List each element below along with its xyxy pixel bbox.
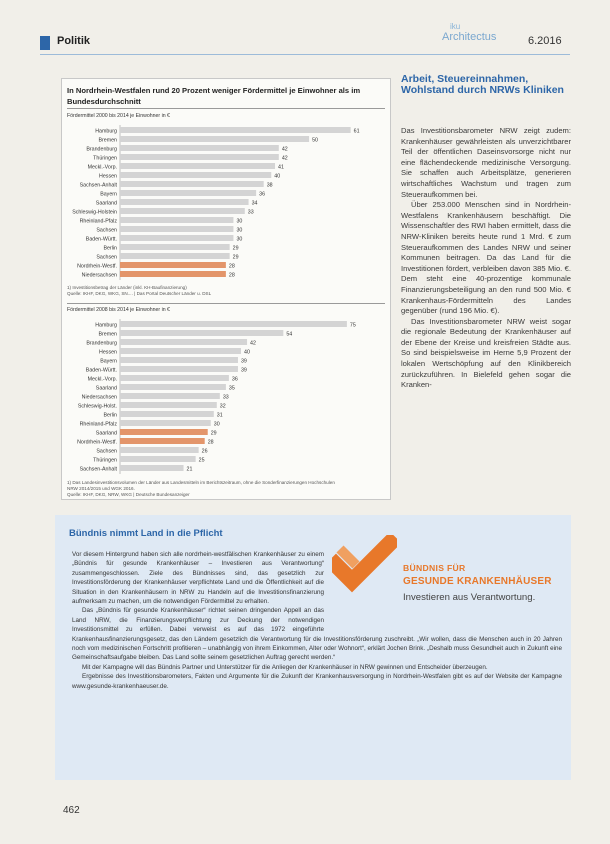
chart-bar bbox=[120, 145, 279, 151]
chart-category-label: Sachsen-Anhalt bbox=[79, 182, 117, 189]
logo-spacer bbox=[332, 546, 562, 626]
chart-category-label: Saarland bbox=[95, 430, 117, 437]
issue-number: 6.2016 bbox=[528, 35, 562, 47]
chart-value-label: 31 bbox=[216, 412, 223, 419]
chart-category-label: Niedersachsen bbox=[81, 272, 117, 279]
chart-category-label: Saarland bbox=[95, 200, 117, 207]
chart-category-label: Sachsen bbox=[96, 448, 117, 455]
chart-category-label: Meckl.-Vorp. bbox=[87, 164, 117, 171]
chart-category-label: Niedersachsen bbox=[81, 394, 117, 401]
chart2-footnote: 1) Das Landesinvestitionsvolumen der Länder aus Landesmitteln im Berichtszeitraum, ohne die Sonderfinanzierungen Hochschulen NRW 2014/2015 und WGK 2016. Quelle: IKHF, DKG, NRW, WKG | Deutsche Bundesanzeiger bbox=[67, 480, 335, 497]
chart-value-label: 30 bbox=[213, 421, 220, 428]
chart-category-label: Sachsen bbox=[96, 227, 117, 234]
chart-bar bbox=[120, 208, 245, 214]
chart-category-label: Bayern bbox=[100, 191, 117, 198]
chart-category-label: Schleswig-Holst. bbox=[77, 403, 117, 410]
magazine-logo-text: Architectus bbox=[442, 31, 497, 43]
chart-bar bbox=[120, 172, 271, 178]
chart-bar bbox=[120, 127, 351, 133]
chart-bar bbox=[120, 411, 214, 417]
chart-category-label: Hessen bbox=[99, 349, 117, 356]
chart-category-label: Sachsen bbox=[96, 254, 117, 261]
chart-bar bbox=[120, 348, 241, 354]
figure-rule bbox=[67, 108, 385, 109]
chart-category-label: Hessen bbox=[99, 173, 117, 180]
chart-bar bbox=[120, 366, 238, 372]
figure-box bbox=[61, 78, 391, 500]
chart-category-label: Brandenburg bbox=[86, 146, 117, 153]
chart-bar bbox=[120, 154, 279, 160]
info-box-paragraph: Vor diesem Hintergrund haben sich alle nordrhein-westfälischen Krankenhäuser zu einem „Bündnis für gesunde Krankenhäuser – Investieren aus Verantwortung“ zusammengeschlossen. Ziele des Bündnisses sind, das gesetzlich zur Investitionsförderung der Krankenhäuser verpflichtete Land und die Öffentlichkeit auf die Situation in den Krankenhäusern in NRW zu Handeln auf die Investitionsfinanzierung aufmerksam zu machen, um die notwendigen Fördermittel zu erhalten. bbox=[72, 551, 324, 606]
chart-value-label: 21 bbox=[186, 466, 193, 473]
chart-bar bbox=[120, 321, 347, 327]
chart-value-label: 34 bbox=[251, 200, 258, 207]
chart-value-label: 29 bbox=[232, 245, 239, 252]
chart-category-label: Bremen bbox=[98, 331, 117, 338]
info-box bbox=[55, 515, 571, 780]
chart-value-label: 42 bbox=[281, 155, 288, 162]
article-paragraph: Über 253.000 Menschen sind in Nordrhein-Westfalens Krankenhäusern beschäftigt. Die Wissenschaftler des RWI haben ermittelt, dass die NRW-Kliniken bereits heute rund 1 Mrd. € zum Steueraufkommen des Landes NRW und seiner Kommunen beitragen. Da das Land für die Investitionen fördert, verbleiben davon 385 Mio. €. Dem steht eine 40-prozentige kommunale Finanzierungsbeteiligung an den rund 500 Mio. € Krankenhaus-Fördermitteln des Landes gegenüber (rund 196 Mio. €). bbox=[401, 200, 571, 316]
chart-category-label: Hamburg bbox=[95, 322, 117, 329]
chart-category-label: Bayern bbox=[100, 358, 117, 365]
chart-category-label: Baden-Württ. bbox=[85, 367, 117, 374]
chart-bar bbox=[120, 375, 229, 381]
info-box-title: Bündnis nimmt Land in die Pflicht bbox=[69, 528, 223, 539]
chart-category-label: Saarland bbox=[95, 385, 117, 392]
chart-bar bbox=[120, 181, 264, 187]
chart-bar bbox=[120, 190, 256, 196]
chart-value-label: 35 bbox=[228, 385, 235, 392]
info-box-paragraph: Das „Bündnis für gesunde Krankenhäuser“ richtet seinen dringenden Appell an das Land NRW, die Finanzierungsverpflichtung zur Deckung der notwendigen Investitionsmittel zu erfüllen. Dabei verweist es auf das 1972 eingeführte Krankenhausfinanzierungsgesetz, das den Ländern gesetzlich die Verantwortung für die Investitionsförderung zuschreibt. „Wir wollen, dass die Menschen auch in 20 Jahren noch vom medizinischen Fortschritt profitieren – unabhängig von ihrem Einkommen, Alter oder Wohnort“, erklärt Jochen Brink. „Deshalb muss Gesundheit auch in Zukunft eine Gemeinschaftsaufgabe bleiben. Das Land sollte seinem gesetzlichen Auftrag gerecht werden.“ bbox=[72, 607, 562, 662]
chart-bar bbox=[120, 262, 226, 268]
chart-category-label: Berlin bbox=[103, 245, 117, 252]
article-body bbox=[401, 126, 571, 391]
chart-category-label: Brandenburg bbox=[86, 340, 117, 347]
chart-category-label: Berlin bbox=[103, 412, 117, 419]
figure-title: In Nordrhein-Westfalen rund 20 Prozent weniger Fördermittel je Einwohner als im Bundesdurchschnitt bbox=[67, 86, 361, 106]
figure-rule bbox=[67, 303, 385, 304]
chart-value-label: 61 bbox=[353, 128, 360, 135]
chart-category-label: Baden-Württ. bbox=[85, 236, 117, 243]
chart-bar bbox=[120, 217, 233, 223]
chart-value-label: 42 bbox=[250, 340, 256, 347]
chart2-subtitle: Fördermittel 2008 bis 2014 je Einwohner in € bbox=[67, 307, 170, 313]
info-box-body bbox=[72, 550, 562, 691]
chart-bar bbox=[120, 339, 247, 345]
article-heading: Arbeit, Steuereinnahmen, Wohlstand durch NRWs Kliniken bbox=[401, 73, 564, 96]
chart-category-label: Thüringen bbox=[93, 457, 117, 464]
header-divider bbox=[40, 54, 570, 55]
chart-category-label: Thüringen bbox=[93, 155, 117, 162]
chart-value-label: 40 bbox=[244, 349, 250, 356]
chart-bar bbox=[120, 456, 196, 462]
alliance-logo-slogan: Investieren aus Verantwortung. bbox=[403, 592, 536, 603]
chart-bar bbox=[120, 226, 233, 232]
chart-category-label: Rheinland-Pfalz bbox=[79, 421, 117, 428]
chart1-subtitle: Fördermittel 2000 bis 2014 je Einwohner in € bbox=[67, 113, 170, 119]
chart-value-label: 33 bbox=[247, 209, 254, 216]
section-marker bbox=[40, 36, 50, 50]
article-paragraph: Das Investitionsbarometer NRW weist sogar die regionale Bedeutung der Krankenhäuser auf der Ebene der Kreise und kreisfreien Städte aus. So sind beispielsweise im Herne 5,9 Prozent der lokalen Wertschöpfung auf den Klinikbereich zurückzuführen. In Bielefeld gehen sogar die Kranken- bbox=[401, 316, 571, 390]
chart2 bbox=[62, 317, 390, 477]
chart-value-label: 30 bbox=[236, 236, 243, 243]
chart-category-label: Schleswig-Holstein bbox=[72, 209, 117, 216]
chart1-footnote: 1) Investitionsbetrag der Länder (inkl. KH-Baufinanzierung) Quelle: IKHF, DKG, WKG, SN.... | Das Portal Deutscher Länder u. DSL bbox=[67, 285, 212, 296]
chart-bar bbox=[120, 271, 226, 277]
chart1 bbox=[62, 123, 390, 283]
chart-bar bbox=[120, 447, 199, 453]
chart-bar bbox=[120, 384, 226, 390]
chart-value-label: 38 bbox=[266, 182, 273, 189]
chart-value-label: 39 bbox=[240, 358, 247, 365]
page-number: 462 bbox=[63, 805, 80, 816]
chart-category-label: Meckl.-Vorp. bbox=[87, 376, 117, 383]
chart-bar bbox=[120, 438, 205, 444]
chart-category-label: Nordrhein-Westf. bbox=[77, 439, 117, 446]
chart-value-label: 50 bbox=[312, 137, 318, 144]
chart-value-label: 32 bbox=[219, 403, 226, 410]
chart-value-label: 36 bbox=[231, 376, 238, 383]
chart-value-label: 28 bbox=[207, 439, 214, 446]
chart-bar bbox=[120, 357, 238, 363]
chart-value-label: 29 bbox=[210, 430, 217, 437]
chart-bar bbox=[120, 429, 208, 435]
chart-value-label: 39 bbox=[240, 367, 247, 374]
chart-value-label: 28 bbox=[228, 263, 235, 270]
chart-value-label: 42 bbox=[281, 146, 288, 153]
chart-value-label: 33 bbox=[222, 394, 229, 401]
chart-bar bbox=[120, 330, 283, 336]
chart-value-label: 75 bbox=[349, 322, 356, 329]
chart-category-label: Hamburg bbox=[95, 128, 117, 135]
chart-category-label: Sachsen-Anhalt bbox=[79, 466, 117, 473]
info-box-paragraph: Mit der Kampagne will das Bündnis Partner und Unterstützer für die Anliegen der Krankenhäuser in NRW gewinnen und Entscheider überzeugen. bbox=[82, 663, 488, 671]
chart-bar bbox=[120, 163, 275, 169]
magazine-logo bbox=[442, 22, 497, 43]
chart-value-label: 40 bbox=[274, 173, 281, 180]
chart-value-label: 30 bbox=[236, 218, 243, 225]
chart-value-label: 36 bbox=[259, 191, 266, 198]
chart-bar bbox=[120, 244, 230, 250]
chart-bar bbox=[120, 402, 217, 408]
chart-bar bbox=[120, 393, 220, 399]
chart-value-label: 25 bbox=[198, 457, 205, 464]
chart-bar bbox=[120, 235, 233, 241]
chart-category-label: Nordrhein-Westf. bbox=[77, 263, 117, 270]
chart-value-label: 26 bbox=[201, 448, 208, 455]
chart-bar bbox=[120, 253, 230, 259]
chart-bar bbox=[120, 136, 309, 142]
magazine-logo-mark: iku bbox=[450, 22, 461, 31]
chart-category-label: Bremen bbox=[98, 137, 117, 144]
section-title: Politik bbox=[57, 35, 91, 47]
alliance-logo-line1: BÜNDNIS FÜR bbox=[403, 563, 466, 573]
chart-bar bbox=[120, 465, 184, 471]
chart-category-label: Rheinland-Pfalz bbox=[79, 218, 117, 225]
chart-value-label: 29 bbox=[232, 254, 239, 261]
chart-bar bbox=[120, 420, 211, 426]
info-box-paragraph: Ergebnisse des Investitionsbarometers, Fakten und Argumente für die Zukunft der Krankenhausversorgung in Nordrhein-Westfalen gibt es auf der Website der Kampagne www.gesunde-krankenhaeuser.de. bbox=[72, 673, 562, 690]
chart-value-label: 54 bbox=[286, 331, 293, 338]
article-paragraph: Das Investitionsbarometer NRW zeigt zudem: Krankenhäuser gewährleisten als unverzichtbarer Teil der öffentlichen Daseinsvorsorge nicht nur eine flächendeckende medizinische Versorgung. Sie schaffen auch Arbeitsplätze, generieren wirtschaftliches Wachstum und tragen zum Steueraufkommen bei. bbox=[401, 126, 571, 199]
chart-value-label: 28 bbox=[228, 272, 235, 279]
chart-value-label: 30 bbox=[236, 227, 243, 234]
alliance-logo-line2: GESUNDE KRANKENHÄUSER bbox=[403, 576, 552, 587]
chart-value-label: 41 bbox=[278, 164, 284, 171]
chart-bar bbox=[120, 199, 249, 205]
